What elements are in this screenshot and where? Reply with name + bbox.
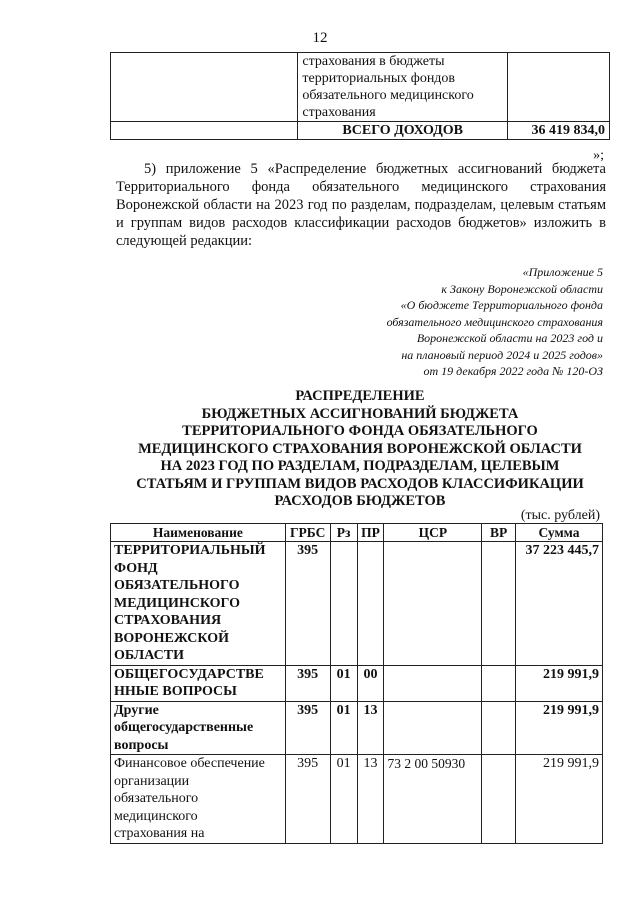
row-pr: 13: [357, 755, 384, 844]
row-pr: [357, 542, 384, 666]
table-row: [111, 701, 603, 755]
appendix-line: «Приложение 5: [522, 265, 603, 279]
appendix-line: к Закону Воронежской области: [441, 281, 603, 296]
table-row: [111, 542, 603, 666]
name-line: Другие: [114, 702, 159, 718]
table-header-row: [111, 524, 603, 542]
page-number: 12: [312, 30, 328, 46]
name-line: СТРАХОВАНИЯ: [114, 613, 222, 628]
units-label: (тыс. рублей): [520, 508, 600, 523]
row-name: [111, 755, 286, 844]
row-csr: [384, 665, 482, 701]
heading-line: РАСПРЕДЕЛЕНИЕ: [295, 388, 425, 404]
appendix-reference: [330, 264, 603, 380]
closing-quote-mark: »;: [593, 148, 604, 163]
name-line: ТЕРРИТОРИАЛЬНЫЙ: [114, 543, 266, 558]
appendix-line: обязательного медицинского страхования: [386, 314, 603, 329]
document-heading: [110, 388, 610, 511]
heading-line: РАСХОДОВ БЮДЖЕТОВ: [274, 493, 446, 509]
row-vr: [482, 542, 516, 666]
header-pr: ПР: [357, 524, 384, 542]
row-vr: [482, 701, 516, 755]
row-grbs: 395: [285, 665, 330, 701]
row-csr: 73 2 00 50930: [384, 755, 482, 844]
total-row: [111, 122, 610, 140]
name-line: ВОРОНЕЖСКОЙ: [114, 630, 230, 646]
income-item-text: страхования в бюджеты территориальных фондов обязательного медицинского страхования: [298, 53, 508, 122]
header-sum: Сумма: [516, 524, 603, 542]
name-line: ОБЛАСТИ: [114, 648, 184, 663]
table-row: [111, 53, 610, 122]
table-cell: [508, 53, 610, 122]
name-line: ФОНД: [114, 560, 158, 576]
heading-line: СТАТЬЯМ И ГРУППАМ ВИДОВ РАСХОДОВ КЛАССИФИКАЦИИ: [136, 475, 584, 492]
row-grbs: 395: [285, 701, 330, 755]
table-row: [111, 665, 603, 701]
table-cell: [111, 53, 298, 122]
row-sum: 219 991,9: [516, 755, 603, 844]
header-name: Наименование: [111, 524, 286, 542]
appendix-line: на плановый период 2024 и 2025 годов»: [401, 347, 603, 362]
appendix-line: от 19 декабря 2022 года № 120-ОЗ: [423, 364, 603, 378]
heading-line: ТЕРРИТОРИАЛЬНОГО ФОНДА ОБЯЗАТЕЛЬНОГО: [182, 423, 538, 439]
amendment-paragraph: 5) приложение 5 «Распределение бюджетных ассигнований бюджета Территориального фонда обязательного медицинского страхования Воронежской области на 2023 год по разделам, подразделам, целевым статьям и группам видов расходов классификации расходов бюджетов» изложить в следующей редакции:: [116, 161, 606, 249]
row-rz: 01: [330, 755, 357, 844]
row-grbs: 395: [285, 755, 330, 844]
row-name: [111, 701, 286, 755]
heading-line: МЕДИЦИНСКОГО СТРАХОВАНИЯ ВОРОНЕЖСКОЙ ОБЛАСТИ: [138, 440, 582, 457]
row-rz: 01: [330, 701, 357, 755]
name-line: медицинского: [114, 808, 198, 824]
appendix-line: Воронежской области на 2023 год и: [416, 331, 603, 345]
row-name: [111, 542, 286, 666]
total-income-label: ВСЕГО ДОХОДОВ: [298, 122, 508, 140]
row-vr: [482, 755, 516, 844]
row-csr: [384, 542, 482, 666]
name-line: общегосударственные: [114, 720, 254, 735]
row-pr: 13: [357, 701, 384, 755]
row-rz: 01: [330, 665, 357, 701]
table-row: [111, 755, 603, 844]
total-income-value: 36 419 834,0: [508, 122, 610, 140]
income-table-continuation: [110, 52, 610, 140]
table-cell: [111, 122, 298, 140]
name-line: ННЫЕ ВОПРОСЫ: [114, 684, 237, 699]
row-sum: 37 223 445,7: [516, 542, 603, 666]
row-pr: 00: [357, 665, 384, 701]
heading-line: НА 2023 ГОД ПО РАЗДЕЛАМ, ПОДРАЗДЕЛАМ, ЦЕЛЕВЫМ: [160, 458, 560, 474]
header-grbs: ГРБС: [285, 524, 330, 542]
name-line: страхования на: [114, 826, 205, 841]
row-name: [111, 665, 286, 701]
row-sum: 219 991,9: [516, 701, 603, 755]
header-vr: ВР: [482, 524, 516, 542]
name-line: вопросы: [114, 737, 169, 753]
name-line: Финансовое обеспечение: [114, 756, 265, 771]
row-rz: [330, 542, 357, 666]
header-rz: Рз: [330, 524, 357, 542]
row-sum: 219 991,9: [516, 665, 603, 701]
appendix-line: «О бюджете Территориального фонда: [400, 298, 603, 312]
row-vr: [482, 665, 516, 701]
name-line: ОБЯЗАТЕЛЬНОГО: [114, 578, 240, 593]
row-csr: [384, 701, 482, 755]
row-grbs: 395: [285, 542, 330, 666]
name-line: организации: [114, 773, 190, 789]
header-csr: ЦСР: [384, 524, 482, 542]
budget-allocation-table: [110, 523, 603, 844]
heading-line: БЮДЖЕТНЫХ АССИГНОВАНИЙ БЮДЖЕТА: [201, 405, 519, 422]
name-line: ОБЩЕГОСУДАРСТВЕ: [114, 666, 264, 682]
name-line: МЕДИЦИНСКОГО: [114, 595, 240, 611]
name-line: обязательного: [114, 791, 199, 806]
